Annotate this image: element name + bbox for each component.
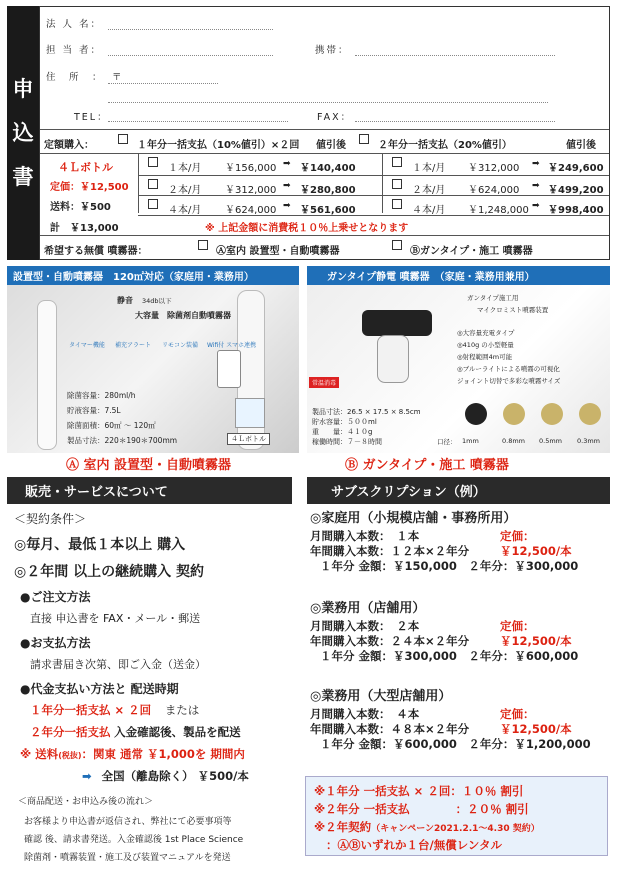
form-side-title <box>7 6 39 260</box>
bottle-label: ４Ｌボトル <box>227 433 270 445</box>
nozzle-icon <box>579 403 601 425</box>
subscription-plan <box>310 511 578 574</box>
condition-2: ◎２年間 以上の継続購入 契約 <box>14 564 204 580</box>
pay-title: ●お支払方法 <box>20 636 91 650</box>
tax-note: ※ 上記金額に消費税１０％上乗せとなります <box>205 223 409 234</box>
smartphone-icon <box>217 350 241 388</box>
nozzle-size: 1mm <box>462 437 479 445</box>
contract-title: ＜契約条件＞ <box>14 512 87 526</box>
row-checkbox[interactable] <box>392 179 402 189</box>
plan2-label: ２年分一括支払（20%値引） <box>378 140 512 151</box>
row-qty: ２本/月 <box>412 185 446 196</box>
spec-item: 製品寸法：220＊190＊700mm <box>67 436 178 445</box>
arrow-right-icon: ➡ <box>283 159 291 169</box>
feature-tag: 補充アラート <box>115 342 152 349</box>
row-price: ￥1,248,000 <box>468 205 529 216</box>
feature-item: ◎射程範囲4m可能 <box>457 353 513 361</box>
bottle-icon <box>235 398 265 428</box>
feature-item: ジョイント切替で多彩な噴霧サイズ <box>457 377 561 385</box>
nozzle-size: 0.5mm <box>539 437 563 445</box>
sales-banner: 販売・サービスについて <box>7 477 292 504</box>
flow-text <box>24 813 243 867</box>
timing-1-tail: または <box>164 703 200 717</box>
spec-item: 重 量：４１０g <box>312 428 373 436</box>
option-b-label: Ⓑガンタイプ・施工 噴霧器 <box>410 246 533 257</box>
humidifier-tower-icon <box>37 300 57 450</box>
spec-list <box>312 407 421 447</box>
plan-amount: １年分 金額：￥150,000 ２年分：￥300,000 <box>320 559 579 573</box>
tel-field[interactable] <box>108 121 288 122</box>
campaign-detail: ：ⒶⒷいずれか１台/無償レンタル <box>326 838 502 852</box>
product-b-photo <box>307 285 610 453</box>
plan-price: 定価：￥12,500/本 <box>500 707 572 736</box>
plan1-after-label: 値引後 <box>316 140 346 151</box>
feature-item: ◎ブルーライトによる噴霧の可視化 <box>457 365 560 373</box>
timing-1: １年分一括支払 × ２回 <box>30 703 152 717</box>
divider <box>138 153 139 213</box>
row-discounted: ￥140,400 <box>300 163 356 174</box>
nozzle-label: 口径： <box>437 438 457 446</box>
product-b-caption: Ⓑ ガンタイプ・施工 噴霧器 <box>345 458 509 473</box>
nozzle-icon <box>465 403 487 425</box>
plan1-label: １年分一括支払（10%値引）×２回 <box>137 140 300 151</box>
arrow-right-icon: ➡ <box>283 201 291 211</box>
row-discounted: ￥249,600 <box>548 163 604 174</box>
phone-label: 携帯： <box>315 45 350 56</box>
flow-line: 確認 後、請求書発送。入金確認後 1st Place Science <box>24 835 244 845</box>
price-label: 定価：￥12,500 <box>50 182 129 193</box>
shipping-label: 送料：￥500 <box>50 202 111 213</box>
plan-title: ◎業務用（店舗用） <box>310 601 426 616</box>
row-checkbox[interactable] <box>148 157 158 167</box>
capacity-label: 大容量 除菌剤自動噴霧器 <box>135 311 231 320</box>
title-line-2: マイクロミスト噴霧装置 <box>477 306 549 314</box>
fax-label: FAX： <box>317 112 353 123</box>
spec-item: 製品寸法：26.5 × 17.5 × 8.5cm <box>312 408 421 416</box>
campaign-sub: （キャンペーン2021.2.1～4.30 契約） <box>371 824 540 834</box>
phone-field[interactable] <box>355 55 555 56</box>
row-checkbox[interactable] <box>148 199 158 209</box>
plan2-checkbox[interactable] <box>359 134 369 144</box>
product-name: ４Ｌボトル <box>58 161 113 174</box>
static-label: 静音 <box>117 296 133 305</box>
plan-yearly: 年間購入本数：４８本×２年分 <box>310 722 470 736</box>
total-label: 計 ￥13,000 <box>50 223 119 234</box>
product-a-header: 設置型・自動噴霧器 120㎡対応（家庭用・業務用） <box>7 266 299 285</box>
plan-title: ◎業務用（大型店舗用） <box>310 689 452 704</box>
free-device-label: 希望する無償 噴霧器： <box>44 246 148 257</box>
flow-line: 除菌剤・噴霧装置・施工及び装置マニュアルを発送 <box>24 853 231 863</box>
side-char-1: 申 <box>12 77 34 101</box>
arrow-right-icon: ➡ <box>532 159 540 169</box>
side-char-3: 書 <box>12 165 34 189</box>
row-qty: １本/月 <box>168 163 202 174</box>
nozzle-icons <box>465 403 605 425</box>
divider <box>138 195 609 196</box>
plan2-after-label: 値引後 <box>566 140 596 151</box>
plan-yearly: 年間購入本数：１２本×２年分 <box>310 544 470 558</box>
row-checkbox[interactable] <box>392 199 402 209</box>
person-label: 担 当 者： <box>46 45 103 56</box>
spec-item: 貯液容量：7.5L <box>67 406 121 415</box>
fixed-purchase-label: 定額購入： <box>44 140 94 151</box>
nozzle-size: 0.3mm <box>577 437 601 445</box>
spec-item: 稼働時間：７－８時間 <box>312 438 382 446</box>
arrow-right-icon: ➡ <box>82 769 92 783</box>
plan-monthly: 月間購入本数： ４本 <box>310 707 420 721</box>
badge-label: 常温消毒 <box>309 377 339 388</box>
nozzle-icon <box>541 403 563 425</box>
spec-item: 貯水容量：５００ml <box>312 418 377 426</box>
address-label: 住 所 ： <box>46 72 104 83</box>
option-a-checkbox[interactable] <box>198 240 208 250</box>
tel-label: TEL： <box>74 112 109 123</box>
discount-1: ※１年分 一括支払 × ２回：１０％ 割引 <box>314 784 524 798</box>
row-price: ￥624,000 <box>225 205 277 216</box>
plan-price: 定価：￥12,500/本 <box>500 529 572 558</box>
product-a-caption: Ⓐ 室内 設置型・自動噴霧器 <box>66 458 232 473</box>
ship-line-2: 全国（離島除く） ￥500/本 <box>101 769 249 783</box>
postal-field[interactable] <box>108 83 218 84</box>
row-price: ￥312,000 <box>225 185 277 196</box>
option-a-label: Ⓐ室内 設置型・自動噴霧器 <box>216 246 340 257</box>
feature-item: ◎410g の小型軽量 <box>457 341 514 349</box>
divider <box>40 235 609 236</box>
fax-field[interactable] <box>355 121 555 122</box>
pay-text: 請求書届き次第、即ご入金（送金） <box>30 658 206 671</box>
postal-label: 〒 <box>112 72 124 83</box>
timing-2-tail: 入金確認後、製品を配送 <box>114 725 241 739</box>
spray-gun-icon <box>362 310 432 336</box>
divider <box>382 153 383 213</box>
row-qty: ２本/月 <box>168 185 202 196</box>
row-price: ￥624,000 <box>468 185 520 196</box>
row-checkbox[interactable] <box>148 179 158 189</box>
divider <box>40 153 609 154</box>
company-field[interactable] <box>108 29 273 30</box>
spec-item: 除菌面積：60㎡ ～ 120㎡ <box>67 421 156 430</box>
product-a-photo <box>7 285 299 453</box>
static-sub: 34db以下 <box>142 297 172 305</box>
row-price: ￥156,000 <box>225 163 277 174</box>
arrow-right-icon: ➡ <box>283 181 291 191</box>
plan1-checkbox[interactable] <box>118 134 128 144</box>
nozzle-size: 0.8mm <box>502 437 526 445</box>
row-discounted: ￥561,600 <box>300 205 356 216</box>
arrow-right-icon: ➡ <box>532 201 540 211</box>
title-line-1: ガンタイプ施工用 <box>467 294 519 302</box>
nozzle-icon <box>503 403 525 425</box>
row-qty: １本/月 <box>412 163 446 174</box>
row-discounted: ￥280,800 <box>300 185 356 196</box>
feature-tag: リモコン装備 <box>162 342 199 349</box>
feature-list <box>457 327 560 387</box>
plan-price: 定価：￥12,500/本 <box>500 619 572 648</box>
flow-line: お客様より申込書が返信され、弊社にて必要事項等 <box>24 817 232 827</box>
order-title: ●ご注文方法 <box>20 590 91 604</box>
plan-amount: １年分 金額：￥300,000 ２年分：￥600,000 <box>320 649 579 663</box>
spec-item: 除菌容量：280ml/h <box>67 391 136 400</box>
subscription-plan <box>310 601 578 664</box>
order-text: 直接 申込書を FAX・メール・郵送 <box>30 612 201 625</box>
timing-2: ２年分一括支払 <box>30 725 111 739</box>
condition-1: ◎毎月、最低１本以上 購入 <box>14 537 186 553</box>
row-qty: ４本/月 <box>168 205 202 216</box>
subscription-banner: サブスクリプション（例） <box>307 477 610 504</box>
ship-line-1: ：関東 通常 ￥1,000を 期間内 <box>81 747 245 761</box>
feature-tag: タイマー機能 <box>69 342 105 349</box>
timing-title: ●代金支払い方法と 配送時期 <box>20 682 179 696</box>
discount-2: ※２年分 一括支払 ：２０％ 割引 <box>314 802 529 816</box>
row-price: ￥312,000 <box>468 163 520 174</box>
divider <box>138 175 609 176</box>
row-checkbox[interactable] <box>392 157 402 167</box>
discount-box <box>305 776 608 856</box>
divider <box>40 129 609 130</box>
person-field[interactable] <box>108 55 273 56</box>
feature-item: ◎大容量充電タイプ <box>457 329 515 337</box>
subscription-plan <box>310 689 591 752</box>
ship-tax: (税抜) <box>58 751 82 760</box>
company-label: 法 人 名： <box>46 19 103 30</box>
divider <box>138 215 609 216</box>
plan-yearly: 年間購入本数：２４本×２年分 <box>310 634 470 648</box>
plan-amount: １年分 金額：￥600,000 ２年分：￥1,200,000 <box>320 737 591 751</box>
product-b-header: ガンタイプ静電 噴霧器 （家庭・業務用兼用） <box>307 266 610 285</box>
side-char-2: 込 <box>12 121 34 145</box>
spec-list <box>67 388 177 448</box>
address-field[interactable] <box>108 102 548 103</box>
row-discounted: ￥499,200 <box>548 185 604 196</box>
flow-title: ＜商品配送・お申込み後の流れ＞ <box>18 797 154 807</box>
application-form <box>39 6 610 260</box>
ship-label: ※ 送料 <box>20 747 59 761</box>
row-discounted: ￥998,400 <box>548 205 604 216</box>
plan-monthly: 月間購入本数： ２本 <box>310 619 420 633</box>
tank-icon <box>377 335 409 383</box>
option-b-checkbox[interactable] <box>392 240 402 250</box>
campaign-label: ※２年契約 <box>314 820 372 834</box>
feature-tag: Wifi付 スマホ連携 <box>207 342 257 349</box>
plan-title: ◎家庭用（小規模店舗・事務所用） <box>310 511 517 526</box>
plan-monthly: 月間購入本数： １本 <box>310 529 420 543</box>
row-qty: ４本/月 <box>412 205 446 216</box>
arrow-right-icon: ➡ <box>532 181 540 191</box>
